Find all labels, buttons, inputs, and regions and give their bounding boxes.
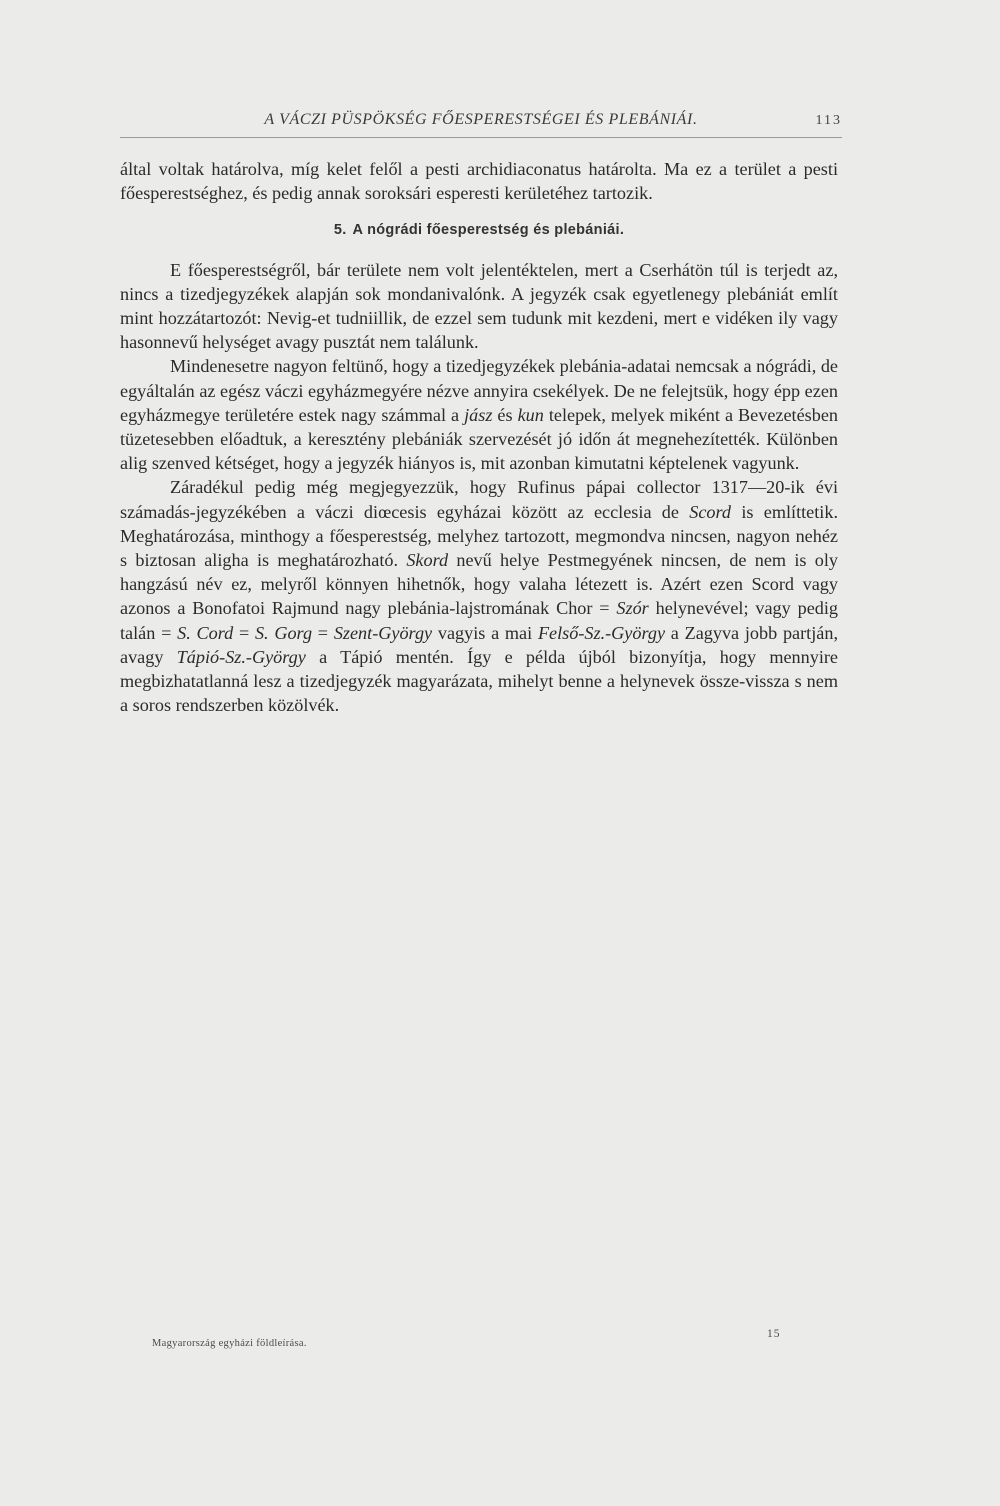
paragraph-nograd-intro: E főesperestségről, bár területe nem volt jelentéktelen, mert a Cserhátön túl is terjedt az, nincs a tizedjegyzékek alapján sok mondanivalónk. A jegyzék csak egyetlenegy plebániát említ mint hozzátartozót: Nevig-et tudniillik, de ezzel sem tudunk mit kezdeni, mert e vidéken ily vagy hasonnevű helységet avagy pusztát nem találunk.	[120, 259, 838, 353]
italic-term: kun	[517, 404, 544, 425]
text-run: Záradékul pedig még megjegyezzük, hogy Rufinus pápai collector 1317—20-ik évi számadás-jegyzékében a váczi diœcesis egyházai között az ecclesia de	[120, 477, 838, 522]
text-run: és	[492, 404, 518, 425]
text-run: is említtetik. Meghatározása, minthogy a főesperestség, melyhez tartozott, megmondva nincsen, nagyon nehéz s biztosan aligha is meghatározható.	[120, 501, 838, 571]
section-heading	[120, 218, 838, 242]
paragraph-tithe-remarks	[120, 354, 838, 475]
italic-term: Scord	[689, 501, 732, 522]
italic-term: Szent-György	[333, 622, 433, 643]
italic-term: S. Cord	[177, 622, 234, 643]
footer-sheet-mark: 15	[767, 1328, 781, 1340]
page-number: 113	[815, 113, 842, 128]
paragraph-scord-note	[120, 475, 838, 717]
text-run: a Tápió mentén. Így e példa újból bizonyítja, hogy mennyire megbizhatatlanná lesz a tizedjegyzék magyarázata, mihelyt benne a helynevek össze-vissza s nem a soros rendszerben közölvék.	[120, 646, 839, 716]
running-title: A VÁCZI PÜSPÖKSÉG FŐESPERESTSÉGEI ÉS PLEBÁNIÁI.	[264, 111, 698, 128]
italic-term: Tápió-Sz.-György	[176, 646, 306, 667]
running-header	[120, 107, 842, 138]
text-run: =	[312, 622, 334, 643]
section-title: A nógrádi főesperestség és plebániái.	[352, 222, 625, 239]
paragraph-continuation: által voltak határolva, míg kelet felől a pesti archidiaconatus határolta. Ma ez a terület a pesti főesperestséghez, és pedig annak soroksári esperesti kerületéhez tartozik.	[120, 159, 838, 204]
section-number: 5.	[333, 222, 347, 239]
italic-term: Skord	[406, 550, 449, 571]
text-run: a Zagyva jobb partján, avagy	[120, 622, 838, 667]
text-run: Mindenesetre nagyon feltünő, hogy a tizedjegyzékek plebánia-adatai nemcsak a nógrádi, de egyáltalán az egész váczi egyházmegyére nézve annyira csekélyek. De ne felejtsük, hogy épp ezen egyházmegye területére estek nagy számmal a	[120, 356, 838, 425]
text-run: telepek, melyek miként a Bevezetésben tüzetesebben előadtuk, a keresztény plebániák szervezését jó időn át megnehezítették. Különben alig szenved kétséget, hogy a jegyzék hiányos is, mit azonban kimutatni képtelenek vagyunk.	[120, 404, 838, 474]
body-text	[120, 157, 838, 717]
text-run: helynevével; vagy pedig talán =	[120, 598, 839, 643]
text-run: vagyis a mai	[432, 622, 538, 643]
italic-term: Felső-Sz.-György	[537, 622, 666, 643]
text-run: nevű helye Pestmegyének nincsen, de nem is oly hangzású név ez, melyről könnyen hihetnők, hogy valaha létezett is. Azért ezen Scord vagy azonos a Bonofatoi Rajmund nagy plebánia-lajstromának Chor =	[120, 550, 838, 619]
footer-signature-note: Magyarország egyházi földleírása.	[152, 1338, 307, 1349]
italic-term: S. Gorg	[254, 622, 313, 643]
text-run: =	[233, 622, 255, 643]
italic-term: Szór	[616, 598, 649, 619]
italic-term: jász	[464, 404, 493, 425]
